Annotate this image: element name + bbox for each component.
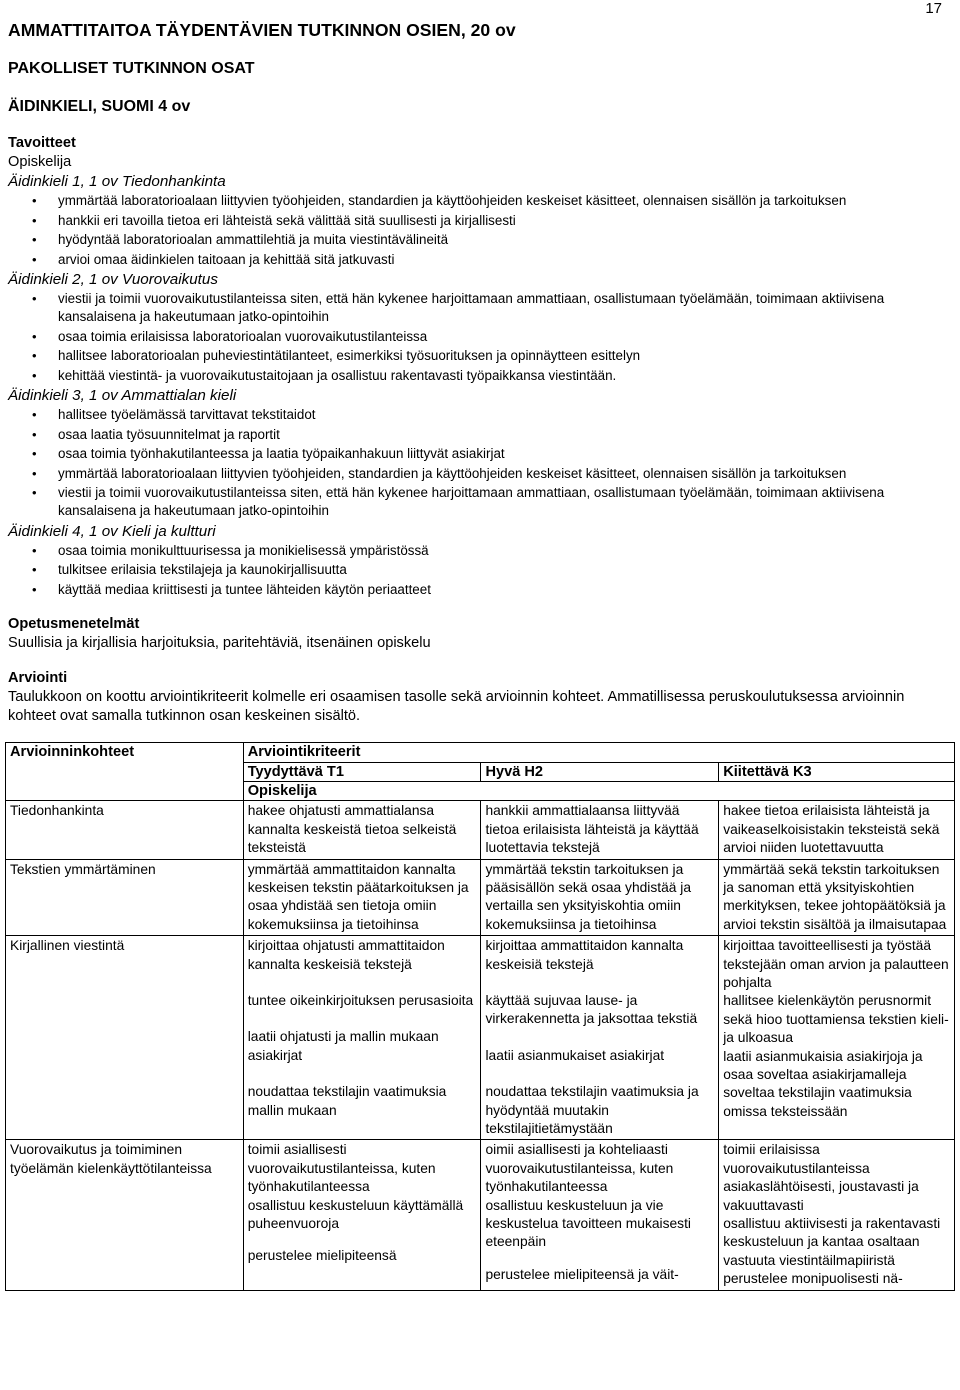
criterion: toimii erilaisissa vuorovaikutustilanteissa asiakaslähtöisesti, joustavasti ja vakuuttavasti	[723, 1142, 919, 1213]
goals-section	[8, 134, 954, 599]
criterion: laatii ohjatusti ja mallin mukaan asiakirjat	[247, 1029, 439, 1063]
criterion: soveltaa tekstilajin vaatimuksia omissa teksteissään	[723, 1085, 912, 1119]
list-item: • käyttää mediaa kriittisesti ja tuntee lähteiden käytön periaatteet	[58, 581, 954, 599]
list-item: • osaa toimia erilaisissa laboratorioalan vuorovaikutustilanteissa	[58, 328, 954, 346]
cell-t1	[243, 1140, 481, 1290]
table-header-row	[6, 743, 955, 762]
row-target: Tekstien ymmärtäminen	[6, 859, 244, 936]
table-row	[6, 801, 955, 859]
criterion: hakee tietoa erilaisista lähteistä ja vaikeaselkoisistakin teksteistä sekä arvioi niiden luotettavuutta	[723, 803, 940, 856]
cell-k3	[719, 801, 955, 859]
cell-h2	[481, 936, 719, 1140]
list-item: • hankkii eri tavoilla tietoa eri lähteistä sekä välittää sitä suullisesti ja kirjallisesti	[58, 212, 954, 230]
criterion: osallistuu keskusteluun ja vie keskustelua tavoitteen mukaisesti eteenpäin	[485, 1197, 691, 1250]
list-item: • osaa toimia työnhakutilanteessa ja laatia työpaikanhakuun liittyvät asiakirjat	[58, 445, 954, 463]
criterion: osallistuu aktiivisesti ja rakentavasti keskusteluun ja kantaa osaltaan vastuuta viestintäilmapiiristä	[723, 1216, 941, 1268]
cell-t1	[243, 801, 481, 859]
row-target: Kirjallinen viestintä	[6, 936, 244, 1140]
list-item: • osaa toimia monikulttuurisessa ja monikielisessä ympäristössä	[58, 542, 954, 560]
cell-k3	[719, 1140, 955, 1290]
list-item: • hyödyntää laboratorioalan ammattilehtiä ja muita viestintävälineitä	[58, 231, 954, 249]
list-item: • viestii ja toimii vuorovaikutustilanteissa siten, että hän kykenee harjoittamaan ammattiaan, osallistumaan työelämään, toimimaan aktiivisena kansalaisena ja hakeutumaan jatko-opintoihin	[58, 484, 954, 520]
course-title: Äidinkieli 4, 1 ov Kieli ja kultturi	[8, 522, 216, 540]
assessment-heading: Arviointi	[8, 670, 68, 687]
section-heading-mandatory: PAKOLLISET TUTKINNON OSAT	[8, 60, 255, 77]
cell-t1	[243, 859, 481, 936]
document-title: AMMATTITAITOA TÄYDENTÄVIEN TUTKINNON OSIEN, 20 ov	[8, 20, 516, 40]
list-item: • ymmärtää laboratorioalaan liittyvien työohjeiden, standardien ja käyttöohjeiden keskeiset käsitteet, olennaisen sisällön ja tarkoituksen	[58, 465, 954, 483]
cell-k3	[719, 859, 955, 936]
list-item: • arvioi omaa äidinkielen taitoaan ja kehittää sitä jatkuvasti	[58, 251, 954, 269]
course-goal-list	[8, 290, 954, 385]
course-goal-list	[8, 406, 954, 520]
criterion: noudattaa tekstilajin vaatimuksia mallin mukaan	[247, 1084, 447, 1118]
criterion: noudattaa tekstilajin vaatimuksia ja hyödyntää muutakin tekstilajitietämystään	[485, 1084, 699, 1137]
section-heading-subject: ÄIDINKIELI, SUOMI 4 ov	[8, 98, 191, 115]
course-title: Äidinkieli 2, 1 ov Vuorovaikutus	[8, 271, 218, 288]
criterion: perustelee mielipiteensä	[247, 1248, 397, 1264]
criterion: käyttää sujuvaa lause- ja virkerakennetta ja jaksottaa tekstiä	[485, 992, 698, 1027]
criterion: tuntee oikeinkirjoituksen perusasioita	[247, 992, 474, 1008]
level-k3: Kiitettävä K3	[719, 762, 955, 781]
list-item: • viestii ja toimii vuorovaikutustilanteissa siten, että hän kykenee harjoittamaan ammattiaan, osallistumaan työelämään, toimimaan aktiivisena kansalaisena ja hakeutumaan jatko-opintoihin	[58, 290, 954, 326]
document-page	[8, 0, 954, 1291]
methods-text: Suullisia ja kirjallisia harjoituksia, paritehtäviä, itsenäinen opiskelu	[8, 635, 431, 652]
cell-h2	[481, 1140, 719, 1290]
table-header-targets: Arvioinninkohteet	[6, 743, 244, 801]
row-target: Tiedonhankinta	[6, 801, 244, 859]
list-item: • kehittää viestintä- ja vuorovaikutustaitojaan ja osallistuu rakentavasti työpaikkansa viestintään.	[58, 367, 954, 385]
cell-h2	[481, 859, 719, 936]
assessment-table	[5, 742, 955, 1291]
criterion: ymmärtää ammattitaidon kannalta keskeisen tekstin päätarkoituksen ja osaa yhdistää sen tietoja omiin kokemuksiinsa ja tietoihinsa	[247, 861, 469, 932]
criterion: hakee ohjatusti ammattialansa kannalta keskeistä tietoa selkeistä teksteistä	[247, 803, 457, 856]
criterion: osallistuu keskusteluun käyttämällä puheenvuoroja	[247, 1197, 464, 1232]
course-title: Äidinkieli 3, 1 ov Ammattialan kieli	[8, 387, 237, 405]
criterion: laatii asianmukaiset asiakirjat	[485, 1047, 665, 1063]
criterion: kirjoittaa ammattitaidon kannalta keskeisiä tekstejä	[485, 938, 684, 972]
table-row	[6, 936, 955, 1140]
criterion: perustelee mielipiteensä ja väit-	[485, 1266, 679, 1282]
methods-heading: Opetusmenetelmät	[8, 616, 140, 633]
criterion: oimii asiallisesti ja kohteliaasti vuorovaikutustilanteissa, kuten työnhakutilanteessa	[485, 1142, 674, 1195]
assessment-text: Taulukkoon on koottu arviointikriteerit kolmelle eri osaamisen tasolle sekä arvioinnin kohteet. Ammatillisessa peruskoulutuksessa arvioinnin kohteet ovat samalla tutkinnon osan keskeinen sisältö.	[8, 689, 905, 725]
cell-t1	[243, 936, 481, 1140]
level-h2: Hyvä H2	[481, 762, 719, 781]
criterion: ymmärtää sekä tekstin tarkoituksen ja sanoman että yksityiskohtien merkityksen, tekee johtopäätöksiä ja arvioi tekstin sisältöä ja ilmaisutapaa	[723, 861, 947, 932]
goals-heading: Tavoitteet	[8, 135, 76, 151]
list-item: • ymmärtää laboratorioalaan liittyvien työohjeiden, standardien ja käyttöohjeiden keskeiset käsitteet, olennaisen sisällön ja tarkoituksen	[58, 192, 954, 210]
criterion: toimii asiallisesti vuorovaikutustilanteissa, kuten työnhakutilanteessa	[247, 1142, 436, 1195]
student-label: Opiskelija	[243, 781, 954, 800]
course-goal-list	[8, 192, 954, 269]
list-item: • tulkitsee erilaisia tekstilajeja ja kaunokirjallisuutta	[58, 561, 954, 579]
criterion: perustelee monipuolisesti nä-	[723, 1271, 903, 1287]
page-number: 17	[925, 0, 942, 17]
criterion: hallitsee kielenkäytön perusnormit sekä hioo tuottamiensa tekstien kieli- ja ulkoasua	[723, 993, 949, 1046]
criterion: kirjoittaa ohjatusti ammattitaidon kannalta keskeisiä tekstejä	[247, 938, 445, 972]
cell-k3	[719, 936, 955, 1140]
table-header-criteria: Arviointikriteerit	[243, 743, 954, 762]
list-item: • hallitsee työelämässä tarvittavat tekstitaidot	[58, 406, 954, 424]
methods-section	[8, 615, 954, 653]
assessment-section	[8, 669, 954, 726]
list-item: • osaa laatia työsuunnitelmat ja raportit	[58, 426, 954, 444]
level-t1: Tyydyttävä T1	[243, 762, 481, 781]
table-row	[6, 1140, 955, 1290]
goals-intro: Opiskelija	[8, 154, 72, 170]
course-goal-list	[8, 542, 954, 599]
course-title: Äidinkieli 1, 1 ov Tiedonhankinta	[8, 173, 226, 190]
list-item: • hallitsee laboratorioalan puheviestintätilanteet, esimerkiksi työsuorituksen ja opinnäytteen esittelyn	[58, 347, 954, 365]
criterion: ymmärtää tekstin tarkoituksen ja pääsisällön sekä osaa yhdistää ja vertailla sen yksityiskohtia omiin kokemuksiinsa ja tietoihinsa	[485, 861, 692, 932]
criterion: kirjoittaa tavoitteellisesti ja työstää tekstejään oman arvion ja palautteen pohjalta	[723, 938, 949, 990]
row-target: Vuorovaikutus ja toimiminen työelämän kielenkäyttötilanteissa	[6, 1140, 244, 1290]
criterion: hankkii ammattialaansa liittyvää tietoa erilaisista lähteistä ja käyttää luotettavia tekstejä	[485, 803, 699, 856]
cell-h2	[481, 801, 719, 859]
criterion: laatii asianmukaisia asiakirjoja ja osaa soveltaa asiakirjamalleja	[723, 1048, 923, 1083]
table-row	[6, 859, 955, 936]
